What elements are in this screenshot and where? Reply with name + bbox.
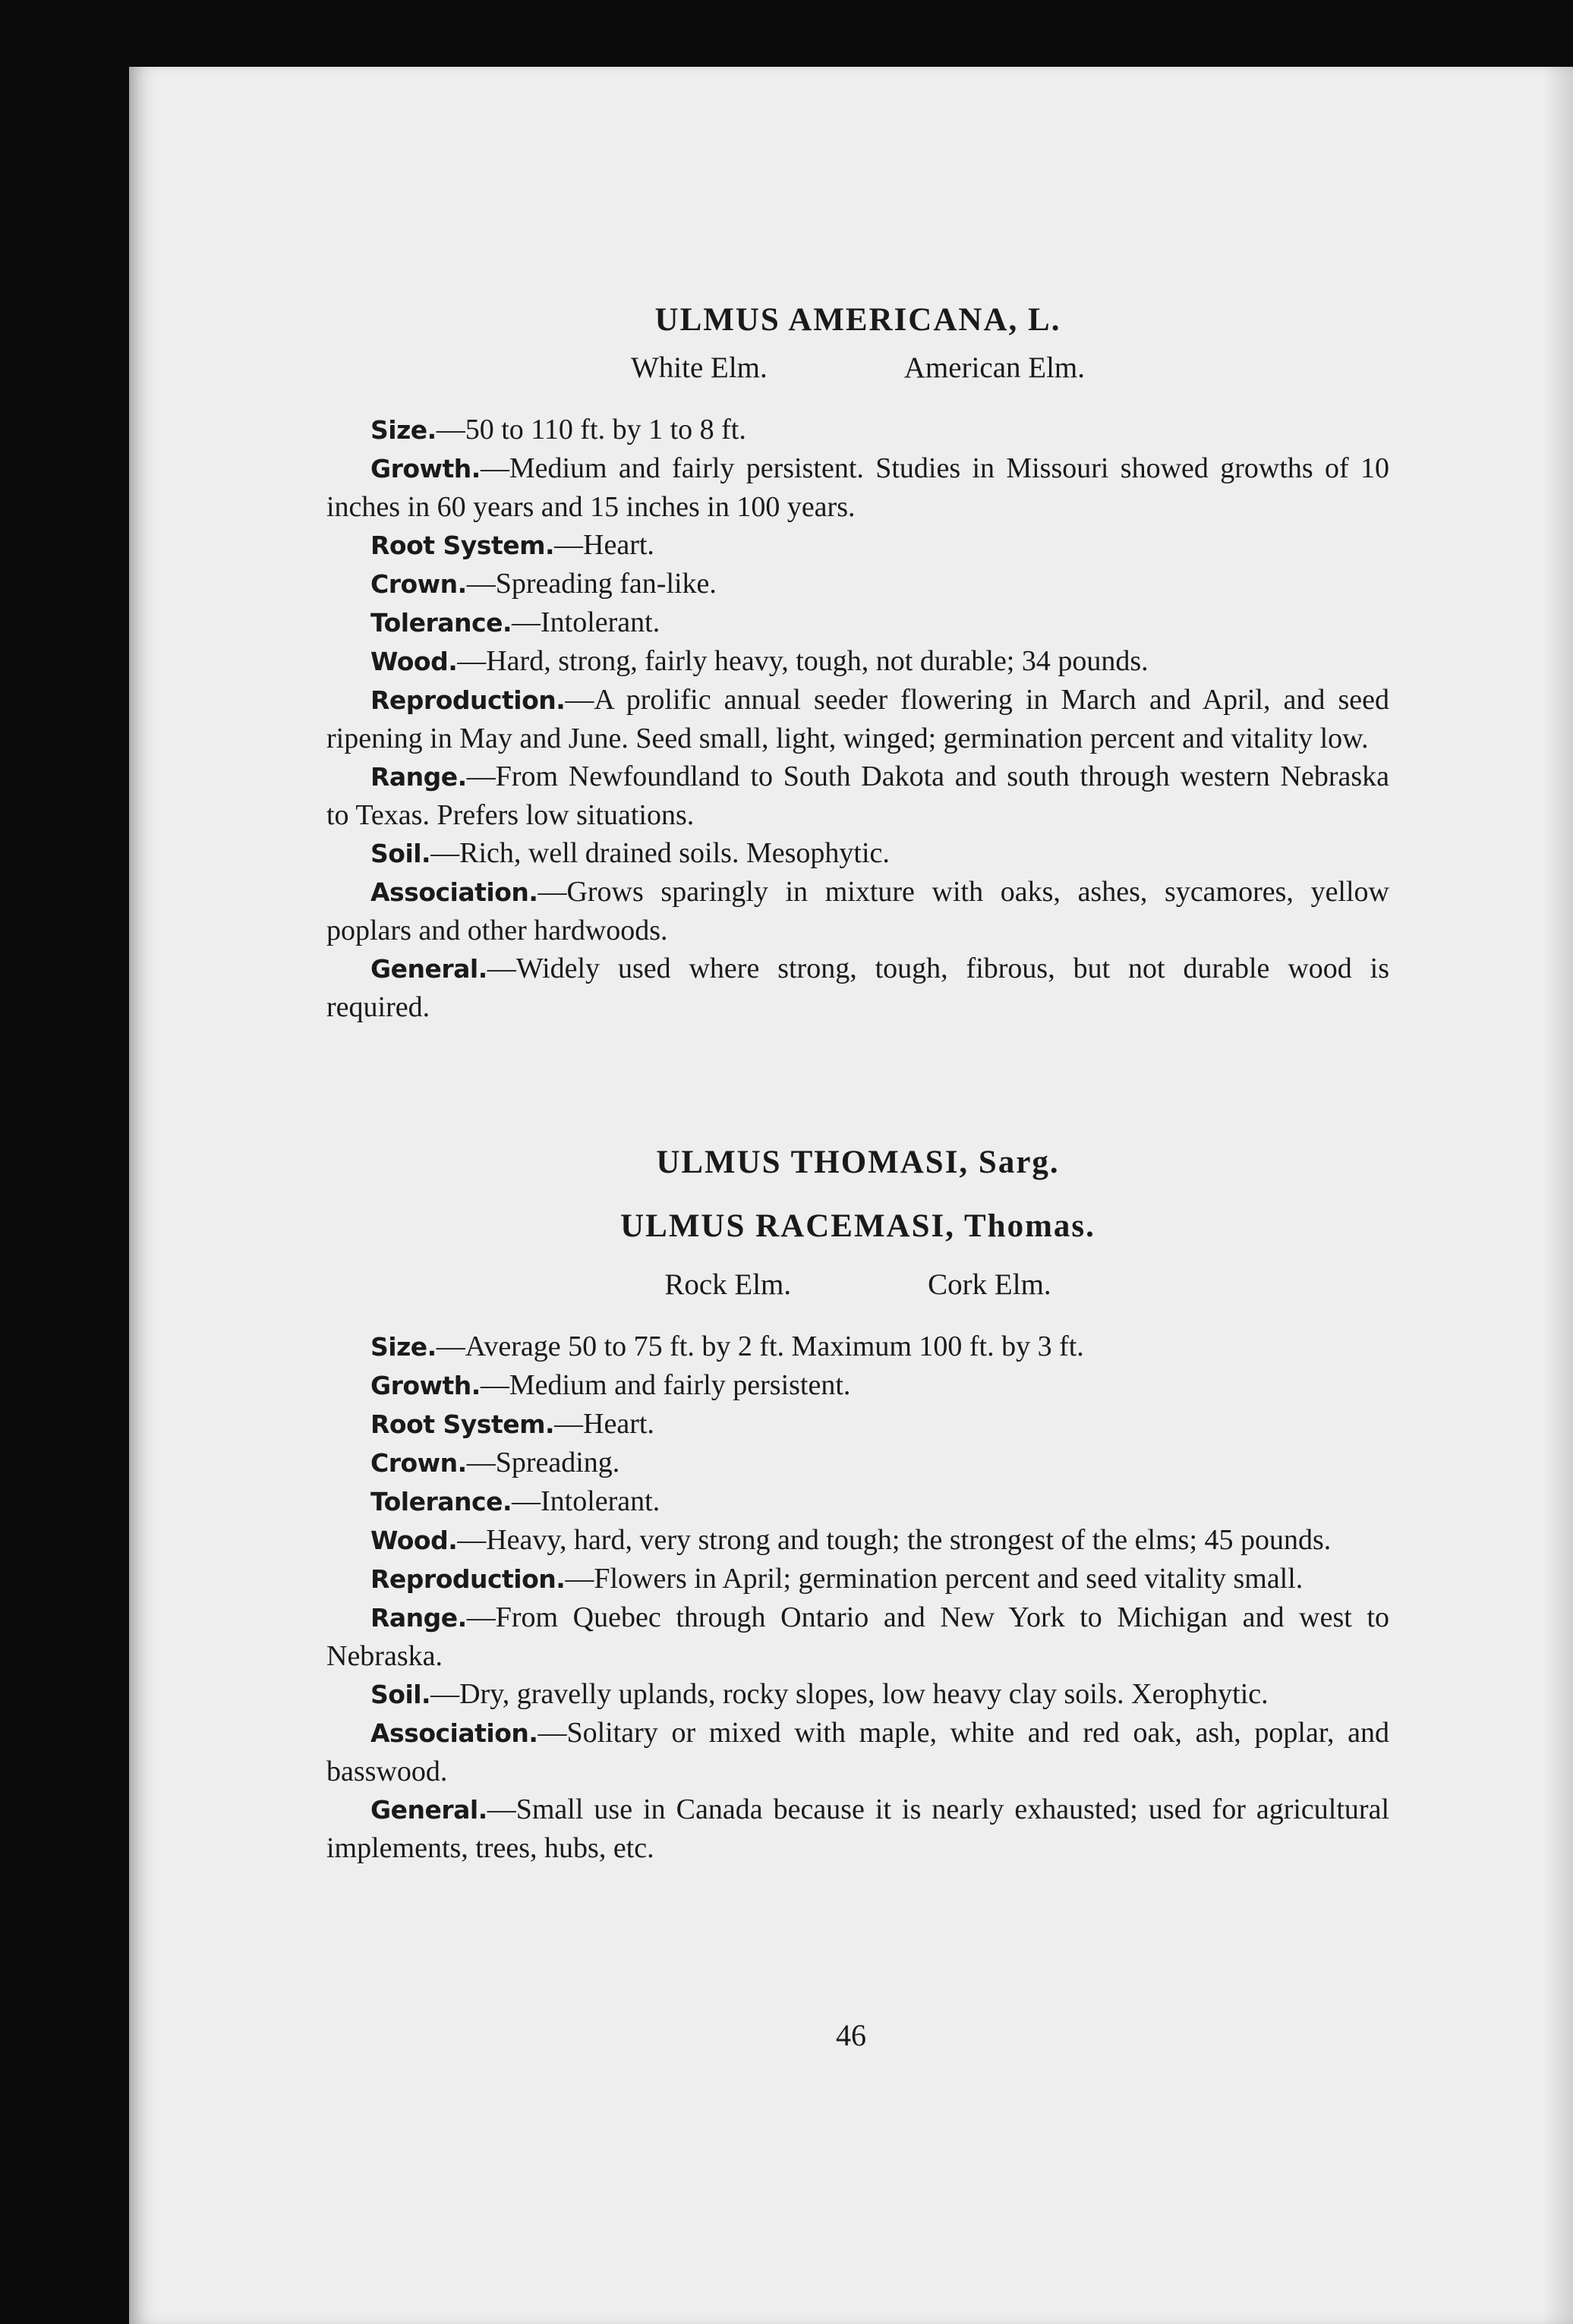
entry-growth xyxy=(326,449,1389,526)
entry-label: Growth. xyxy=(370,454,481,483)
entry-text: —From Newfoundland to South Dakota and south through western Nebraska to Texas. Prefers low situations. xyxy=(326,760,1389,831)
entry-wood xyxy=(326,1521,1389,1560)
entry-crown xyxy=(326,1444,1389,1482)
entry-text: —Medium and fairly persistent. Studies in Missouri showed growths of 10 inches in 60 years and 15 inches in 100 years. xyxy=(326,452,1389,523)
entry-reproduction xyxy=(326,681,1389,757)
entry-growth xyxy=(326,1366,1389,1405)
entry-label: Tolerance. xyxy=(370,608,512,638)
common-name: Rock Elm. xyxy=(664,1268,792,1301)
entry-label: Soil. xyxy=(370,839,431,868)
entry-label: Reproduction. xyxy=(370,1564,566,1594)
entry-text: —Medium and fairly persistent. xyxy=(480,1369,851,1401)
entry-label: Reproduction. xyxy=(370,685,566,715)
page-edge-shadow xyxy=(1543,67,1573,2324)
entry-range xyxy=(326,1598,1389,1675)
entry-text: —Intolerant. xyxy=(512,606,660,638)
entry-text: —Intolerant. xyxy=(512,1485,660,1517)
section-ulmus-americana xyxy=(326,298,1389,1026)
entry-association xyxy=(326,1714,1389,1790)
entry-tolerance xyxy=(326,1482,1389,1521)
entry-text: —Grows sparingly in mixture with oaks, ashes, sycamores, yellow poplars and other hardwoods. xyxy=(326,876,1389,946)
entry-text: —Flowers in April; germination percent and seed vitality small. xyxy=(565,1563,1303,1595)
section-ulmus-thomasi xyxy=(326,1141,1389,1867)
entry-text: —Heart. xyxy=(554,1408,654,1440)
common-names xyxy=(326,1264,1389,1306)
entry-label: General. xyxy=(370,954,487,984)
entry-label: Association. xyxy=(370,877,538,907)
entry-label: General. xyxy=(370,1795,487,1825)
common-name: White Elm. xyxy=(630,351,768,384)
entry-text: —Heart. xyxy=(554,529,654,561)
entry-root-system xyxy=(326,526,1389,565)
entry-label: Wood. xyxy=(370,1526,458,1555)
entry-label: Size. xyxy=(370,415,437,445)
entry-general xyxy=(326,949,1389,1026)
common-names xyxy=(326,347,1389,389)
entry-label: Tolerance. xyxy=(370,1487,512,1516)
book-page xyxy=(129,67,1573,2324)
entry-size xyxy=(326,411,1389,449)
entry-text: —Small use in Canada because it is nearly exhausted; used for agricultural implements, trees, hubs, etc. xyxy=(326,1793,1389,1864)
entry-text: —Hard, strong, fairly heavy, tough, not durable; 34 pounds. xyxy=(457,645,1149,677)
entry-crown xyxy=(326,565,1389,603)
entry-reproduction xyxy=(326,1560,1389,1598)
section-heading: ULMUS THOMASI, Sarg. xyxy=(656,1145,1060,1180)
entry-label: Root System. xyxy=(370,1409,555,1439)
entry-text: —50 to 110 ft. by 1 to 8 ft. xyxy=(436,414,746,446)
section-heading: ULMUS AMERICANA, L. xyxy=(654,302,1061,338)
entry-label: Growth. xyxy=(370,1371,481,1400)
entry-root-system xyxy=(326,1405,1389,1444)
entry-tolerance xyxy=(326,603,1389,642)
entry-label: Wood. xyxy=(370,647,458,676)
entry-label: Root System. xyxy=(370,531,555,560)
page-number: 46 xyxy=(836,2018,866,2052)
entry-label: Soil. xyxy=(370,1680,431,1709)
entry-text: —Rich, well drained soils. Mesophytic. xyxy=(430,837,890,869)
entry-text: —Solitary or mixed with maple, white and red oak, ash, poplar, and basswood. xyxy=(326,1717,1389,1787)
entry-size xyxy=(326,1327,1389,1366)
entry-text: —Average 50 to 75 ft. by 2 ft. Maximum 100 ft. by 3 ft. xyxy=(436,1330,1084,1362)
entry-label: Association. xyxy=(370,1718,538,1748)
entry-label: Crown. xyxy=(370,1448,467,1478)
entry-text: —Spreading fan-like. xyxy=(466,568,717,600)
entry-soil xyxy=(326,1675,1389,1714)
entry-label: Range. xyxy=(370,1603,467,1633)
entry-text: —Widely used where strong, tough, fibrous, but not durable wood is required. xyxy=(326,953,1389,1023)
common-name: Cork Elm. xyxy=(928,1268,1051,1301)
entry-soil xyxy=(326,834,1389,873)
entry-text: —Spreading. xyxy=(466,1447,620,1478)
entry-text: —Dry, gravelly uplands, rocky slopes, low heavy clay soils. Xerophytic. xyxy=(430,1678,1269,1710)
entry-text: —From Quebec through Ontario and New York to Michigan and west to Nebraska. xyxy=(326,1601,1389,1672)
entry-association xyxy=(326,873,1389,949)
common-name: American Elm. xyxy=(903,351,1086,384)
section-subheading: ULMUS RACEMASI, Thomas. xyxy=(620,1208,1095,1244)
entry-wood xyxy=(326,642,1389,681)
entry-general xyxy=(326,1790,1389,1867)
entry-text: —Heavy, hard, very strong and tough; the strongest of the elms; 45 pounds. xyxy=(457,1524,1332,1556)
heading-spacer xyxy=(326,1185,1389,1205)
entry-text: —A prolific annual seeder flowering in March and April, and seed ripening in May and June. Seed small, light, winged; germination percent and vitality low. xyxy=(326,684,1389,754)
entry-range xyxy=(326,757,1389,834)
entry-label: Range. xyxy=(370,762,467,792)
entry-label: Size. xyxy=(370,1332,437,1362)
entry-label: Crown. xyxy=(370,569,467,599)
